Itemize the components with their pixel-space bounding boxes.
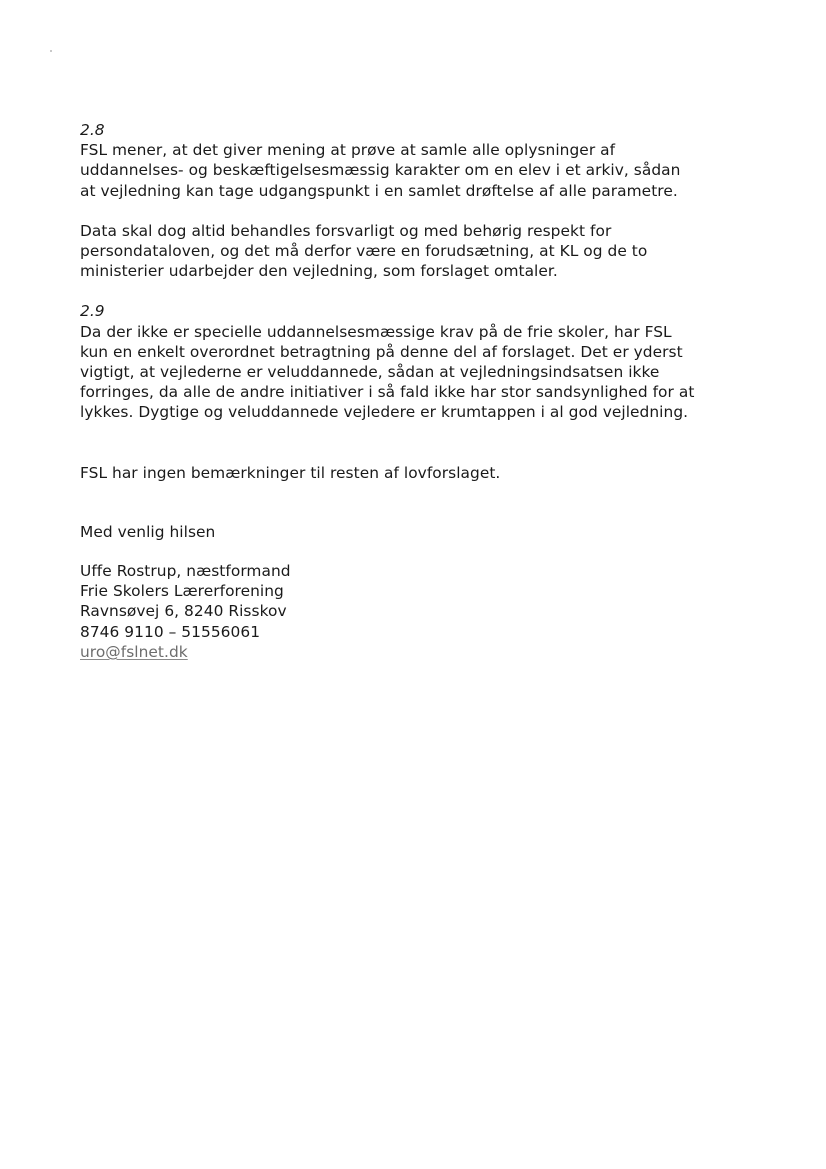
paragraph-line: kun en enkelt overordnet betragtning på denne del af forslaget. Det er yderst	[80, 342, 683, 361]
paragraph-line: lykkes. Dygtige og veluddannede vejledere er krumtappen i al god vejledning.	[80, 403, 689, 422]
section-number: 2.9	[80, 302, 105, 321]
scan-speck	[50, 50, 52, 52]
closing-gap	[80, 483, 780, 522]
paragraph-line: ministerier udarbejder den vejledning, som forslaget omtaler.	[80, 262, 558, 281]
closing-remark	[80, 463, 780, 483]
paragraph-gap	[80, 201, 780, 221]
salutation-text: Med venlig hilsen	[80, 522, 216, 541]
paragraph-line: Da der ikke er specielle uddannelsesmæssige krav på de frie skoler, har FSL	[80, 322, 672, 341]
signature-block	[80, 561, 780, 662]
signature-address: Ravnsøvej 6, 8240 Risskov	[80, 602, 287, 621]
signature-phones: 8746 9110 – 51556061	[80, 622, 261, 641]
section-gap	[80, 423, 780, 463]
paragraph-line: at vejledning kan tage udgangspunkt i en samlet drøftelse af alle parametre.	[80, 181, 678, 200]
salutation	[80, 522, 780, 542]
section-2-9	[80, 301, 780, 422]
letter-body	[80, 120, 780, 662]
signature-organization: Frie Skolers Lærerforening	[80, 582, 284, 601]
paragraph-line: uddannelses- og beskæftigelsesmæssig karakter om en elev i et arkiv, sådan	[80, 161, 681, 180]
paragraph	[80, 322, 780, 423]
paragraph-line: FSL mener, at det giver mening at prøve at samle alle oplysninger af	[80, 141, 616, 160]
paragraph	[80, 221, 780, 282]
email-link[interactable]: uro@fslnet.dk	[80, 642, 188, 661]
paragraph	[80, 140, 780, 201]
closing-remark-text: FSL har ingen bemærkninger til resten af lovforslaget.	[80, 463, 501, 482]
paragraph-line: persondataloven, og det må derfor være en forudsætning, at KL og de to	[80, 242, 648, 261]
signature-name-title: Uffe Rostrup, næstformand	[80, 562, 291, 581]
section-2-8	[80, 120, 780, 281]
paragraph-line: Data skal dog altid behandles forsvarligt og med behørig respekt for	[80, 221, 612, 240]
paragraph-line: vigtigt, at vejlederne er veluddannede, sådan at vejledningsindsatsen ikke	[80, 363, 660, 382]
signature-gap	[80, 542, 780, 561]
paragraph-line: forringes, da alle de andre initiativer i så fald ikke har stor sandsynlighed for at	[80, 383, 695, 402]
section-number: 2.8	[80, 121, 105, 139]
section-gap	[80, 281, 780, 301]
